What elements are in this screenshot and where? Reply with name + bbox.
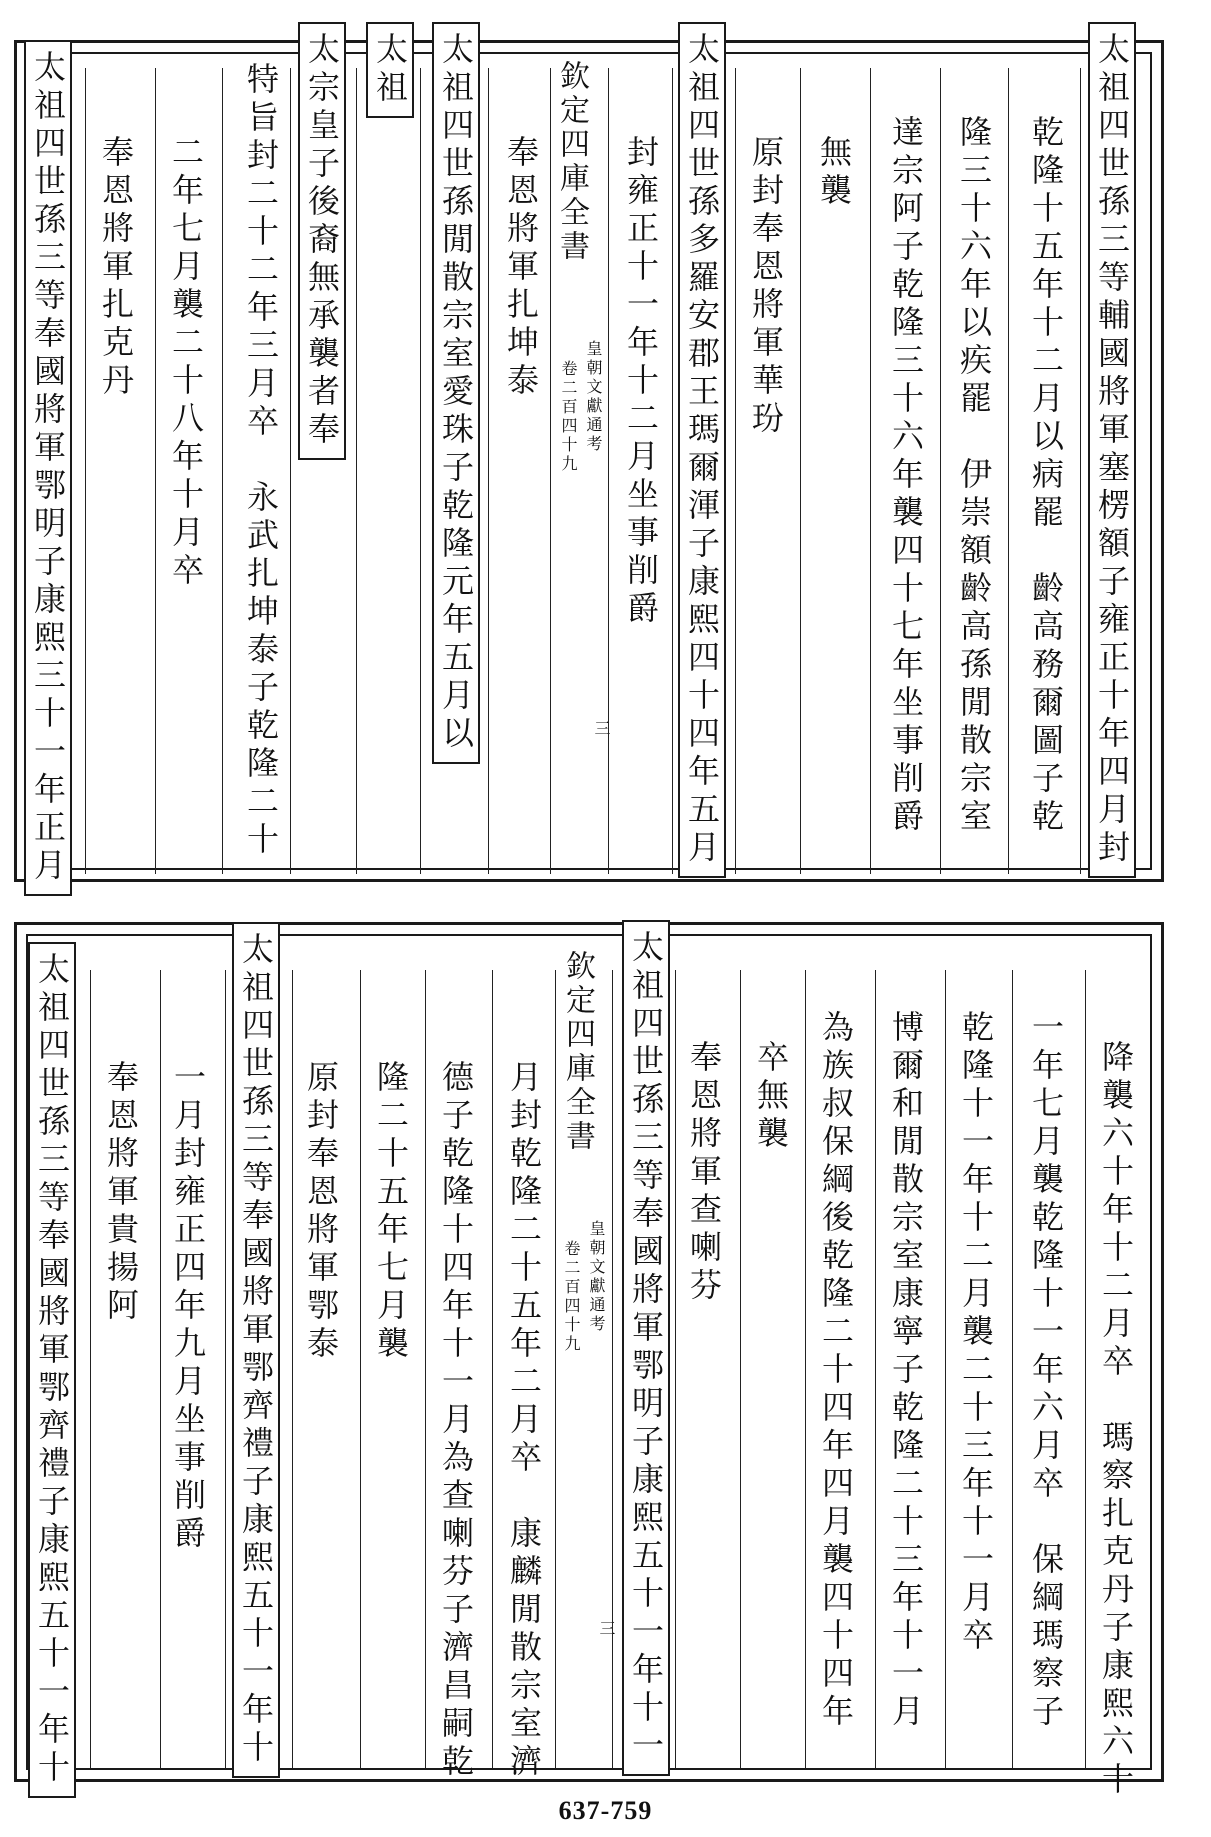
- bottom-col-12: 原封奉恩將軍鄂泰: [302, 1060, 340, 1364]
- bottom-rule: [945, 970, 946, 1768]
- bottom-col-11: 隆二十五年七月襲: [372, 1060, 410, 1364]
- bottom-rule: [875, 970, 876, 1768]
- top-rule: [1008, 68, 1009, 874]
- top-col-1: 太祖四世孫三等輔國將軍塞楞額子雍正十年四月封: [1088, 22, 1136, 878]
- top-col-8: 封雍正十一年十二月坐事削爵: [622, 135, 660, 629]
- top-col-13: 特旨封二十二年三月卒 永武扎坤泰子乾隆二十: [242, 62, 280, 860]
- top-rule: [420, 68, 421, 874]
- top-col-10: 太祖四世孫閒散宗室愛珠子乾隆元年五月以: [432, 22, 480, 764]
- top-rule: [290, 68, 291, 874]
- page-number: 637-759: [558, 1796, 653, 1825]
- bottom-col-5: 為族叔保綱後乾隆二十四年四月襲四十四年: [817, 1010, 855, 1732]
- bottom-center-vol: 卷二百四十九: [562, 1240, 581, 1354]
- top-rule: [222, 68, 223, 874]
- top-col-6: 原封奉恩將軍華玢: [747, 135, 785, 439]
- top-center-title: 欽定四庫全書: [554, 60, 589, 264]
- top-rule: [85, 68, 86, 874]
- bottom-col-3: 乾隆十一年十二月襲二十三年十一月卒: [957, 1010, 995, 1656]
- bottom-col-7: 奉恩將軍查喇芬: [685, 1040, 723, 1306]
- top-col-15: 奉恩將軍扎克丹: [97, 135, 135, 401]
- bottom-rule: [1012, 970, 1013, 1768]
- bottom-rule: [492, 970, 493, 1768]
- bottom-center-title: 欽定四庫全書: [560, 950, 595, 1154]
- top-rule: [735, 68, 736, 874]
- top-col-14: 二年七月襲二十八年十月卒: [167, 135, 205, 591]
- bottom-col-16: 太祖四世孫三等奉國將軍鄂齊禮子康熙五十一年十: [28, 942, 76, 1798]
- bottom-rule: [425, 970, 426, 1768]
- bottom-rule: [1085, 970, 1086, 1768]
- top-rule: [672, 68, 673, 874]
- bottom-rule: [675, 970, 676, 1768]
- top-col-12: 太宗皇子後裔無承襲者奉: [298, 22, 346, 460]
- bottom-col-13: 太祖四世孫三等奉國將軍鄂齊禮子康熙五十一年十: [232, 922, 280, 1778]
- bottom-rule: [740, 970, 741, 1768]
- bottom-col-10: 德子乾隆十四年十一月為查喇芬子濟昌嗣乾: [437, 1060, 475, 1782]
- bottom-col-6: 卒無襲: [752, 1040, 790, 1154]
- top-rule: [940, 68, 941, 874]
- top-center-sub: 皇朝文獻通考: [584, 340, 603, 454]
- bottom-rule: [292, 970, 293, 1768]
- bottom-col-1: 降襲六十年十二月卒 瑪察扎克丹子康熙六十: [1097, 1040, 1135, 1800]
- top-col-7: 太祖四世孫多羅安郡王瑪爾渾子康熙四十四年五月: [678, 22, 726, 878]
- bottom-center-sub: 皇朝文獻通考: [587, 1220, 606, 1334]
- bottom-col-2: 一年七月襲乾隆十一年六月卒 保綱瑪察子: [1027, 1010, 1065, 1732]
- bottom-rule: [90, 970, 91, 1768]
- top-col-2: 乾隆十五年十二月以病罷 齡高務爾圖子乾: [1027, 115, 1065, 837]
- top-rule: [550, 68, 551, 874]
- bottom-col-14: 一月封雍正四年九月坐事削爵: [169, 1060, 207, 1554]
- top-rule: [870, 68, 871, 874]
- top-rule: [356, 68, 357, 874]
- top-col-16: 太祖四世孫三等奉國將軍鄂明子康熙三十一年正月: [24, 40, 72, 896]
- top-rule: [800, 68, 801, 874]
- top-col-11: 太祖: [366, 22, 414, 118]
- top-rule: [608, 68, 609, 874]
- top-rule: [155, 68, 156, 874]
- bottom-rule: [612, 970, 613, 1768]
- top-folio: 三: [592, 720, 611, 736]
- top-rule: [1080, 68, 1081, 874]
- bottom-rule: [360, 970, 361, 1768]
- bottom-rule: [160, 970, 161, 1768]
- bottom-col-4: 博爾和閒散宗室康寧子乾隆二十三年十一月: [887, 1010, 925, 1732]
- bottom-col-9: 月封乾隆二十五年二月卒 康麟閒散宗室濟: [505, 1060, 543, 1782]
- bottom-rule: [805, 970, 806, 1768]
- top-col-3: 隆三十六年以疾罷 伊崇額齡高孫閒散宗室: [955, 115, 993, 837]
- top-col-5: 無襲: [815, 135, 853, 211]
- top-col-4: 達宗阿子乾隆三十六年襲四十七年坐事削爵: [887, 115, 925, 837]
- bottom-rule: [555, 970, 556, 1768]
- bottom-col-8: 太祖四世孫三等奉國將軍鄂明子康熙五十一年十一: [622, 920, 670, 1776]
- top-rule: [488, 68, 489, 874]
- bottom-folio: 三: [597, 1620, 616, 1636]
- top-col-9: 奉恩將軍扎坤泰: [502, 135, 540, 401]
- top-center-vol: 卷二百四十九: [559, 360, 578, 474]
- bottom-col-15: 奉恩將軍貴揚阿: [102, 1060, 140, 1326]
- bottom-rule: [225, 970, 226, 1768]
